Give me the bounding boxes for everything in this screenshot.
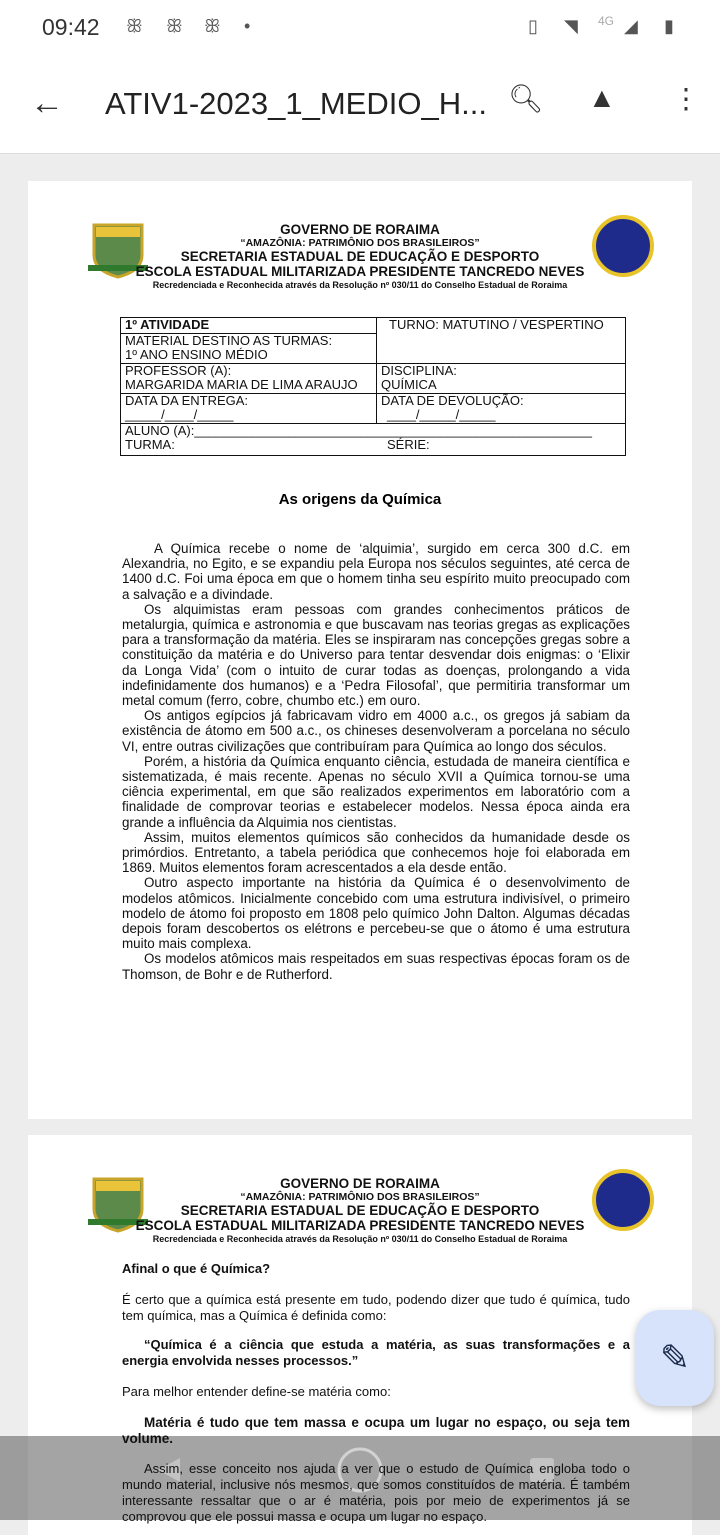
paragraph: Os alquimistas eram pessoas com grandes conhecimentos práticos de metalurgia, química e astronomia e que buscavam nas teorias gregas as explicações para a transformação da matéria. Eles se inspiraram nas concepções gregas sobre a constituição da matéria e do Universo para tentar desvendar dois enigmas: o ‘Elixir da Longa Vida’ (com o intuito de curar todas as doenças, prolongando a vida indefinidamente dos humanos) e a ‘Pedra Filosofal’, que permitiria transformar um metal comum (ferro, cobre, chumbo etc.) em ouro. <box>122 601 630 709</box>
grade-value: 1º ANO ENSINO MÉDIO <box>125 347 268 362</box>
shift-label: TURNO: MATUTINO / VESPERTINO <box>377 318 626 364</box>
notification-icon: ꕥ <box>166 16 183 36</box>
section-heading: Afinal o que é Química? <box>122 1261 271 1276</box>
paragraph: Os modelos atômicos mais respeitados em suas respectivas épocas foram os de Thomson, de Bohr e de Rutherford. <box>122 951 630 982</box>
clock: 09:42 <box>42 14 100 40</box>
body-text <box>122 541 630 982</box>
pdf-page-1 <box>28 181 692 1119</box>
vibrate-icon: ▯ <box>528 16 538 36</box>
definition-quote: “Química é a ciência que estuda a matéria, as suas transformações e a energia envolvida nesses processos.” <box>122 1337 630 1368</box>
paragraph: Assim, muitos elementos químicos são conhecidos da humanidade desde os primórdios. Entretanto, a tabela periódica que conhecemos hoje foi elaborada em 1869. Muitos elementos foram acrescentados a ela desde então. <box>122 829 630 876</box>
header-school: ESCOLA ESTADUAL MILITARIZADA PRESIDENTE TANCREDO NEVES <box>135 1218 585 1233</box>
add-to-drive-icon[interactable]: ▲ <box>588 82 616 113</box>
teacher-label: PROFESSOR (A): <box>125 362 232 378</box>
paragraph: Porém, a história da Química enquanto ciência, estudada de maneira científica e sistematizada, é mais recente. Apenas no século XVII a Química tornou-se uma ciência experimental, em que são realizados experimentos em laboratório com a finalidade de comprovar teorias e estabelecer modelos. Nessa época ainda era grande a influência da Alquimia nos cientistas. <box>122 753 630 830</box>
header-accreditation: Recredenciada e Reconhecida através da Resolução nº 030/11 do Conselho Estadual de Roraima <box>152 280 568 290</box>
return-date-label: DATA DE DEVOLUÇÃO: <box>381 392 524 408</box>
activity-label: 1º ATIVIDADE <box>121 318 377 334</box>
paragraph: Assim, esse conceito nos ajuda a ver que o estudo de Química engloba todo o mundo material, inclusive nós mesmos, que somos constituídos de matéria. É também interessante ressaltar que o ar é matéria, pois por meio de experimentos já se comprovou que ele possui massa e ocupa um lugar no espaço. <box>122 1461 630 1524</box>
delivery-date-value: _____/____/_____ <box>125 407 234 422</box>
network-type: 4G <box>598 14 615 28</box>
battery-icon: ▮ <box>664 16 674 36</box>
paragraph: Outro aspecto importante na história da Química é o desenvolvimento de modelos atômicos. Inicialmente concebido com uma estrutura indivisível, o primeiro modelo de átomo foi proposto em 1808 pelo químico John Dalton. Algumas décadas depois foram descobertos os elétrons e percebeu-se que o átomo é uma estrutura muito mais complexa. <box>122 875 630 952</box>
header-government: GOVERNO DE RORAIMA <box>280 1176 440 1191</box>
subject-label: DISCIPLINA: <box>381 362 457 378</box>
notification-icon: ꕥ <box>204 16 221 36</box>
class-label: TURMA: <box>125 437 175 452</box>
edit-annotate-icon: ✎ <box>659 1337 691 1378</box>
dot-icon: • <box>244 16 251 36</box>
header-secretariat: SECRETARIA ESTADUAL DE EDUCAÇÃO E DESPORTO <box>180 249 540 264</box>
header-secretariat: SECRETARIA ESTADUAL DE EDUCAÇÃO E DESPORTO <box>180 1203 540 1218</box>
document-heading: As origens da Química <box>278 491 442 508</box>
annotate-button[interactable] <box>636 1310 714 1406</box>
material-label: MATERIAL DESTINO AS TURMAS: <box>125 332 333 348</box>
subject-value: QUÍMICA <box>381 377 437 392</box>
notification-icon: ꕥ <box>126 16 143 36</box>
student-name-field: ALUNO (A):_______________________________________________________ <box>125 423 592 438</box>
search-document-icon[interactable]: 🔍︎ <box>508 83 544 114</box>
header-accreditation: Recredenciada e Reconhecida através da Resolução nº 030/11 do Conselho Estadual de Roraima <box>152 1234 568 1244</box>
pdf-page-2 <box>28 1135 692 1535</box>
paragraph: É certo que a química está presente em tudo, podendo dizer que tudo é química, tudo tem química, mas a Química é definida como: <box>122 1292 630 1323</box>
paragraph: A Química recebe o nome de ‘alquimia’, surgido em cerca 300 d.C. em Alexandria, no Egito, e se expandiu pela Europa nos séculos seguintes, até cerca de 1400 d.C. Foi uma época em que o homem tinha seu espírito muito preocupado com a salvação e a divindade. <box>122 541 630 602</box>
header-government: GOVERNO DE RORAIMA <box>280 222 440 237</box>
student-info-table <box>120 317 626 456</box>
header-motto: “AMAZÔNIA: PATRIMÔNIO DOS BRASILEIROS” <box>240 1191 480 1203</box>
arrow-back-icon[interactable]: ← <box>30 84 64 122</box>
delivery-date-label: DATA DA ENTREGA: <box>125 392 249 408</box>
document-title: ATIV1-2023_1_MEDIO_H... <box>105 86 487 121</box>
app-bar <box>0 56 720 154</box>
header-school: ESCOLA ESTADUAL MILITARIZADA PRESIDENTE TANCREDO NEVES <box>135 264 585 279</box>
wifi-icon: ◥ <box>564 16 578 36</box>
return-date-value: ____/_____/_____ <box>387 407 496 422</box>
signal-icon: ◢ <box>624 16 638 36</box>
matter-definition: Matéria é tudo que tem massa e ocupa um lugar no espaço, ou seja tem volume. <box>122 1415 630 1446</box>
more-vert-icon[interactable]: ⋮ <box>672 83 700 114</box>
teacher-value: MARGARIDA MARIA DE LIMA ARAUJO <box>125 377 358 392</box>
header-motto: “AMAZÔNIA: PATRIMÔNIO DOS BRASILEIROS” <box>240 237 480 249</box>
paragraph: Para melhor entender define-se matéria como: <box>122 1384 391 1399</box>
series-label: SÉRIE: <box>387 436 430 452</box>
status-bar <box>0 0 720 56</box>
paragraph: Os antigos egípcios já fabricavam vidro em 4000 a.c., os gregos já sabiam da existência de átomo em 500 a.c., os chineses desenvolveram a porcelana no século VI, entre outras civilizações que contribuíram para Química ao longo dos séculos. <box>122 708 630 754</box>
